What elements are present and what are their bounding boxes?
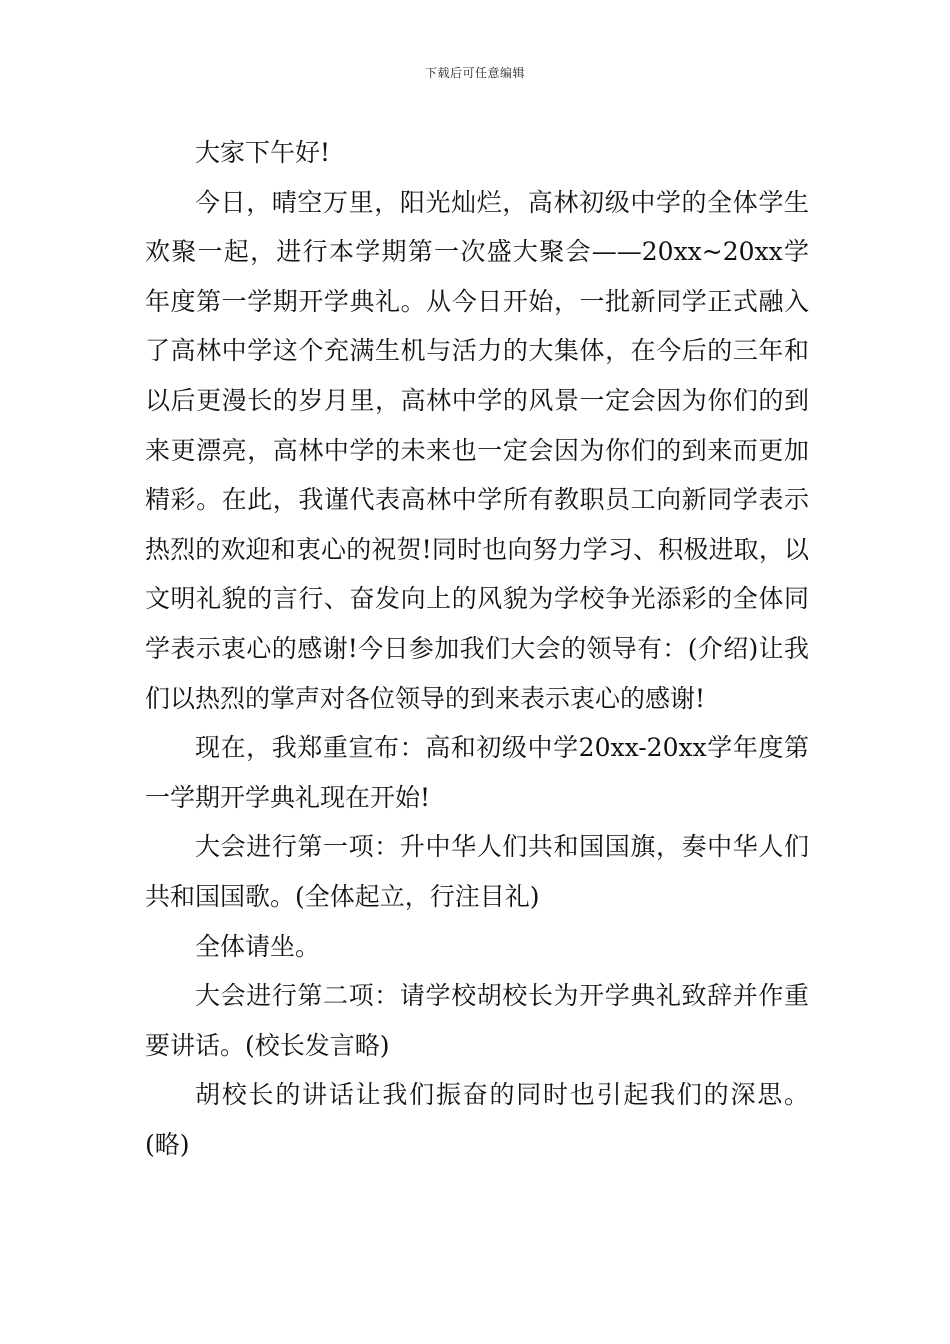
header-note: 下载后可任意编辑: [424, 66, 525, 80]
paragraph-item-two: 大会进行第二项：请学校胡校长为开学典礼致辞并作重要讲话。(校长发言略): [145, 981, 809, 1060]
paragraph-be-seated: 全体请坐。: [195, 931, 321, 961]
paragraph-greeting: 大家下午好!: [195, 138, 331, 167]
document-body: [145, 128, 809, 1169]
paragraph-item-one: 大会进行第一项：升中华人们共和国国旗，奏中华人们共和国国歌。(全体起立，行注目礼): [145, 832, 809, 911]
paragraph-opening: 今日，晴空万里，阳光灿烂，高林初级中学的全体学生欢聚一起，进行本学期第一次盛大聚会——20xx~20xx学年度第一学期开学典礼。从今日开始，一批新同学正式融入了高林中学这个充满生机与活力的大集体，在今后的三年和以后更漫长的岁月里，高林中学的风景一定会因为你们的到来更漂亮，高林中学的未来也一定会因为你们的到来而更加精彩。在此，我谨代表高林中学所有教职员工向新同学表示热烈的欢迎和衷心的祝贺!同时也向努力学习、积极进取，以文明礼貌的言行、奋发向上的风貌为学校争光添彩的全体同学表示衷心的感谢!今日参加我们大会的领导有：(介绍)让我们以热烈的掌声对各位领导的到来表示衷心的感谢!: [145, 187, 809, 713]
paragraph-principal-speech: 胡校长的讲话让我们振奋的同时也引起我们的深思。(略): [145, 1080, 809, 1159]
paragraph-announcement: 现在，我郑重宣布：高和初级中学20xx-20xx学年度第一学期开学典礼现在开始!: [145, 733, 809, 812]
